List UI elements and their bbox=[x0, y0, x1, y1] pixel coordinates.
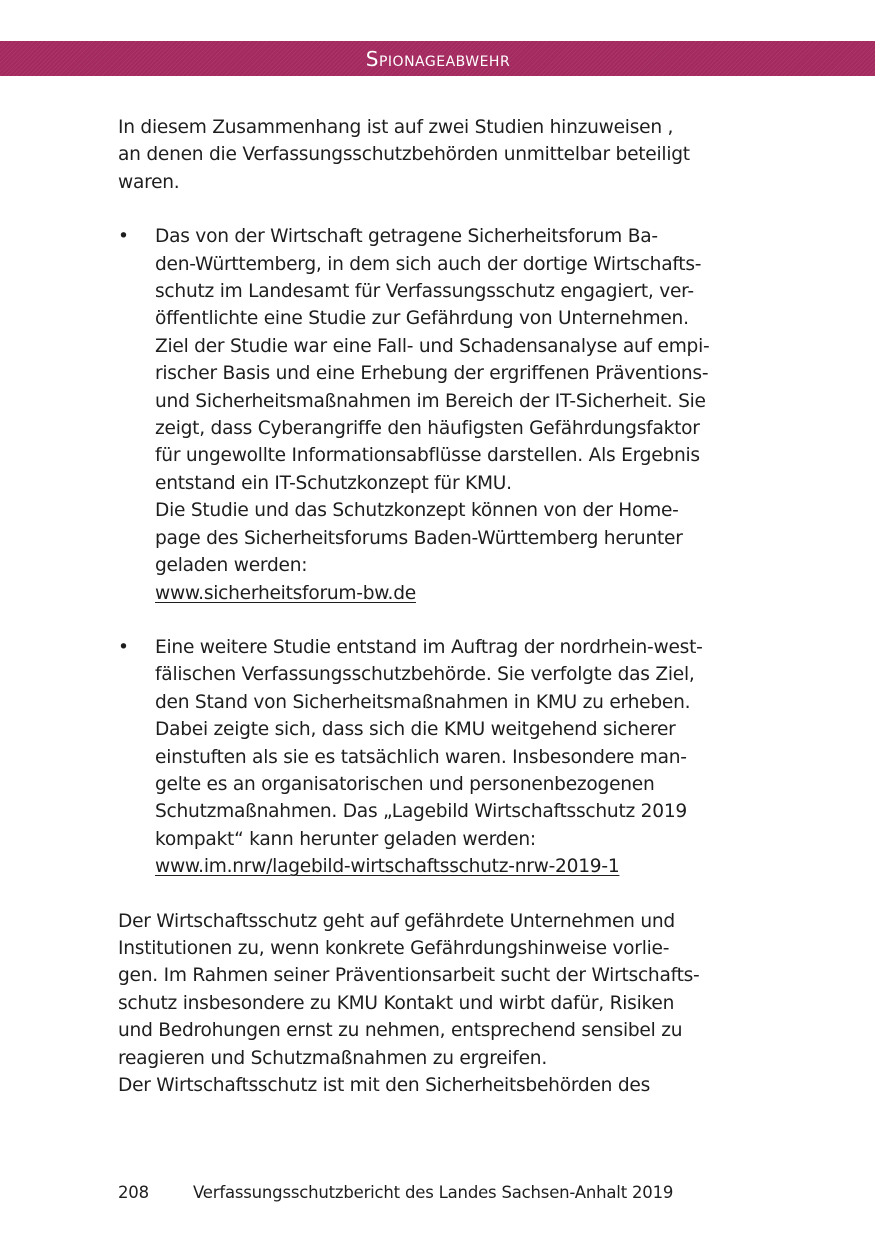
closing-paragraph bbox=[118, 908, 758, 1100]
text-line: fälischen Verfassungsschutzbehörde. Sie verfolgte das Ziel, bbox=[155, 664, 695, 686]
text-line: und Sicherheitsmaßnahmen im Bereich der IT-Sicherheit. Sie bbox=[155, 390, 706, 412]
text-line: Schutzmaßnahmen. Das „Lagebild Wirtschaftsschutz 2019 bbox=[155, 801, 687, 823]
sicherheitsforum-link[interactable]: www.sicherheitsforum-bw.de bbox=[155, 582, 416, 604]
text-line: Die Studie und das Schutzkonzept können von der Home- bbox=[155, 500, 679, 522]
text-line: In diesem Zusammenhang ist auf zwei Studien hinzuweisen , bbox=[118, 117, 674, 138]
text-line: schutz insbesondere zu KMU Kontakt und wirbt dafür, Risiken bbox=[118, 992, 675, 1014]
bullet-item-sicherheitsforum bbox=[118, 223, 758, 607]
page-footer bbox=[118, 1181, 673, 1205]
text-line: den-Württemberg, in dem sich auch der dortige Wirtschafts- bbox=[155, 253, 702, 275]
text-line: gen. Im Rahmen seiner Präventionsarbeit sucht der Wirtschafts- bbox=[118, 965, 700, 987]
text-line: Das von der Wirtschaft getragene Sicherheitsforum Ba- bbox=[155, 226, 658, 248]
bullet-marker: • bbox=[118, 226, 129, 248]
page-body bbox=[118, 114, 758, 1099]
intro-paragraph bbox=[118, 114, 758, 196]
text-line: Eine weitere Studie entstand im Auftrag der nordrhein-west- bbox=[155, 636, 703, 658]
text-line: Ziel der Studie war eine Fall- und Schadensanalyse auf empi- bbox=[155, 335, 710, 357]
text-line: schutz im Landesamt für Verfassungsschutz engagiert, ver- bbox=[155, 281, 694, 303]
text-line: rischer Basis und eine Erhebung der ergriffenen Präventions- bbox=[155, 363, 709, 385]
text-line: entstand ein IT-Schutzkonzept für KMU. bbox=[155, 472, 512, 494]
lagebild-nrw-link[interactable]: www.im.nrw/lagebild-wirtschaftsschutz-nrw-2019-1 bbox=[155, 856, 620, 878]
text-line: Dabei zeigte sich, dass sich die KMU weitgehend sicherer bbox=[155, 719, 676, 741]
text-line: page des Sicherheitsforums Baden-Württemberg herunter bbox=[155, 527, 683, 549]
bullet-item-nrw-studie bbox=[118, 634, 758, 881]
bullet-marker: • bbox=[118, 636, 129, 658]
publication-title: Verfassungsschutzbericht des Landes Sachsen-Anhalt 2019 bbox=[193, 1183, 674, 1202]
text-line: Institutionen zu, wenn konkrete Gefährdungshinweise vorlie- bbox=[118, 937, 670, 959]
text-line: waren. bbox=[118, 171, 180, 193]
text-line: reagieren und Schutzmaßnahmen zu ergreifen. bbox=[118, 1047, 547, 1069]
text-line: zeigt, dass Cyberangriffe den häufigsten Gefährdungsfaktor bbox=[155, 418, 700, 440]
text-line: gelte es an organisatorischen und personenbezogenen bbox=[155, 773, 655, 795]
page-number: 208 bbox=[118, 1183, 149, 1202]
section-title: Spionageabwehr bbox=[365, 46, 511, 71]
text-line: und Bedrohungen ernst zu nehmen, entsprechend sensibel zu bbox=[118, 1020, 683, 1042]
text-line: Der Wirtschaftsschutz geht auf gefährdete Unternehmen und bbox=[118, 910, 675, 932]
text-line: geladen werden: bbox=[155, 555, 308, 577]
text-line: für ungewollte Informationsabflüsse darstellen. Als Ergebnis bbox=[155, 445, 700, 467]
section-header-band bbox=[0, 41, 875, 76]
text-line: kompakt“ kann herunter geladen werden: bbox=[155, 828, 536, 850]
text-line: den Stand von Sicherheitsmaßnahmen in KMU zu erheben. bbox=[155, 691, 691, 713]
text-line: an denen die Verfassungsschutzbehörden unmittelbar beteiligt bbox=[118, 144, 690, 166]
text-line: einstuften als sie es tatsächlich waren. Insbesondere man- bbox=[155, 746, 687, 768]
text-line: Der Wirtschaftsschutz ist mit den Sicherheitsbehörden des bbox=[118, 1075, 651, 1096]
text-line: öffentlichte eine Studie zur Gefährdung von Unternehmen. bbox=[155, 308, 689, 330]
